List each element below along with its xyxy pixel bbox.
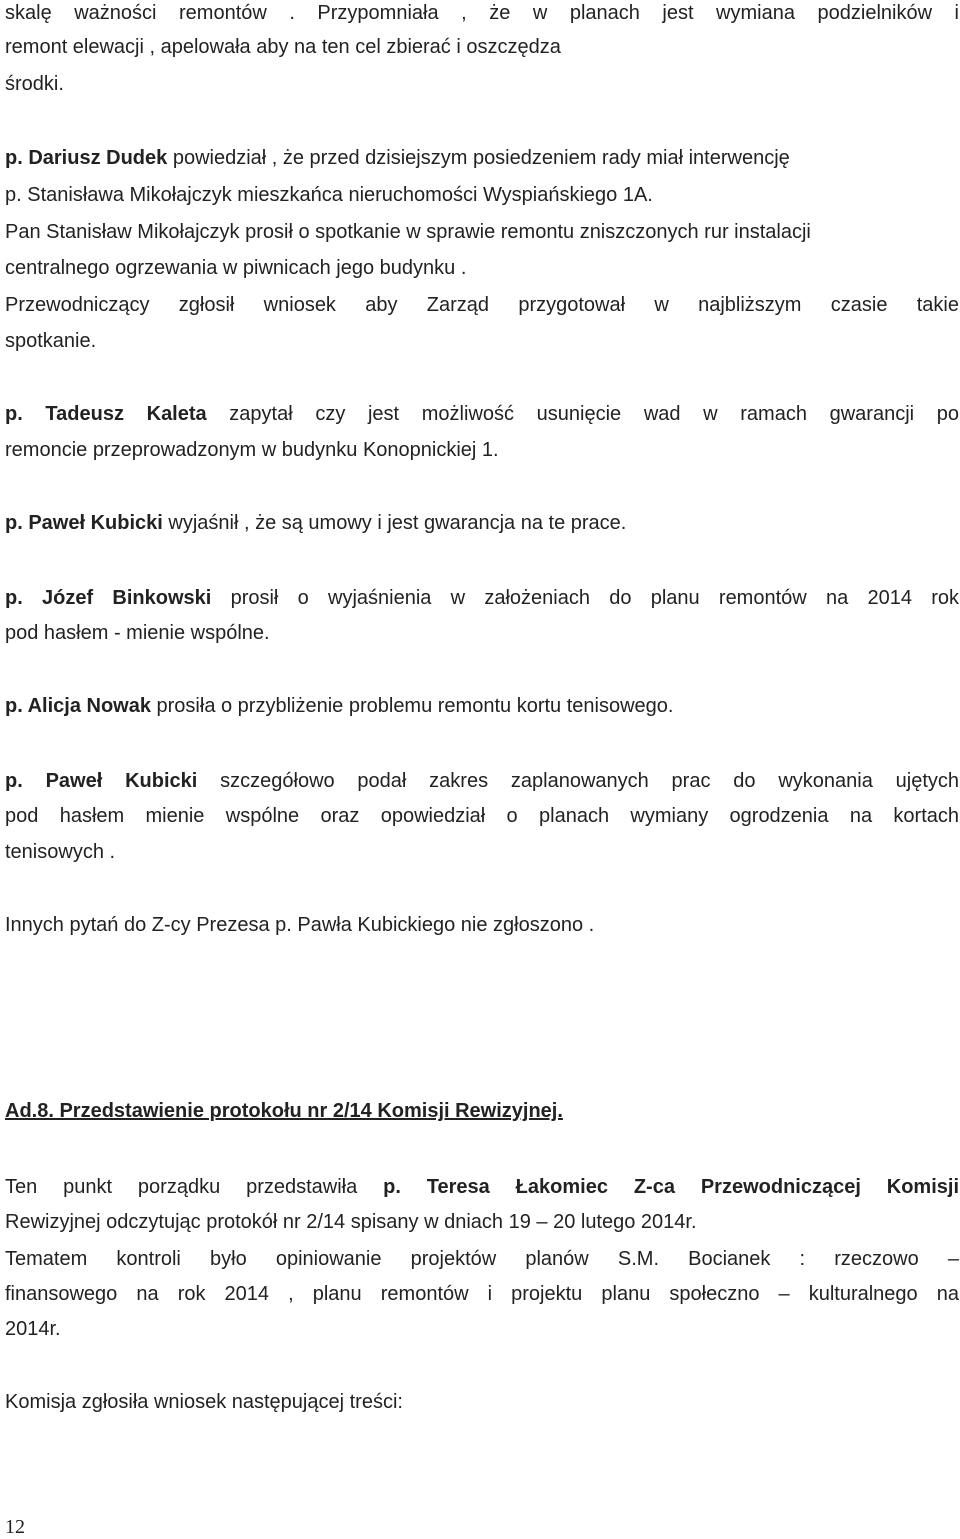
text-line: Pan Stanisław Mikołajczyk prosił o spotkanie w sprawie remontu zniszczonych rur instalacji	[5, 221, 811, 243]
text-line: finansowego na rok 2014 , planu remontów i projektu planu społeczno – kulturalnego na	[5, 1283, 959, 1305]
text-run: prosiła o przybliżenie problemu remontu kortu tenisowego.	[150, 695, 674, 717]
page-number: 12	[5, 1516, 25, 1538]
text-run: wyjaśnił , że są umowy i jest gwarancja na te prace.	[162, 512, 627, 534]
text-line: pod hasłem - mienie wspólne.	[5, 622, 270, 644]
text-line: remoncie przeprowadzonym w budynku Konopnickiej 1.	[5, 439, 499, 461]
text-run: Ten punkt porządku przedstawiła	[5, 1176, 384, 1198]
text-line	[5, 511, 626, 535]
text-line	[5, 694, 673, 718]
speaker-name: p. Teresa Łakomiec Z-ca Przewodniczącej Komisji	[383, 1176, 960, 1198]
text-line: Innych pytań do Z-cy Prezesa p. Pawła Kubickiego nie zgłoszono .	[5, 914, 595, 936]
text-line: pod hasłem mienie wspólne oraz opowiedział o planach wymiany ogrodzenia na kortach	[5, 805, 959, 827]
text-run: prosił o wyjaśnienia w założeniach do planu remontów na 2014 rok	[211, 587, 959, 609]
speaker-name: p. Dariusz Dudek	[5, 147, 168, 169]
text-line: centralnego ogrzewania w piwnicach jego budynku .	[5, 257, 467, 279]
text-line: tenisowych .	[5, 841, 116, 863]
text-line: 2014r.	[5, 1318, 61, 1340]
text-line: Komisja zgłosiła wniosek następującej treści:	[5, 1391, 403, 1413]
text-line	[5, 586, 959, 610]
text-run: szczegółowo podał zakres zaplanowanych prac do wykonania ujętych	[197, 770, 959, 792]
text-line	[5, 769, 959, 793]
section-heading: Ad.8. Przedstawienie protokołu nr 2/14 Komisji Rewizyjnej.	[5, 1100, 563, 1122]
speaker-name: p. Paweł Kubicki	[5, 770, 198, 792]
text-line: p. Stanisława Mikołajczyk mieszkańca nieruchomości Wyspiańskiego 1A.	[5, 184, 653, 206]
text-line: środki.	[5, 73, 64, 95]
text-line: spotkanie.	[5, 330, 97, 352]
text-line	[5, 402, 959, 426]
text-line: Tematem kontroli było opiniowanie projektów planów S.M. Bocianek : rzeczowo –	[5, 1248, 959, 1270]
speaker-name: p. Alicja Nowak	[5, 695, 151, 717]
text-line: remont elewacji , apelowała aby na ten cel zbierać i oszczędza	[5, 36, 561, 58]
text-line: skalę ważności remontów . Przypomniała , że w planach jest wymiana podzielników i	[5, 2, 959, 24]
text-line	[5, 146, 790, 170]
text-run: powiedział , że przed dzisiejszym posiedzeniem rady miał interwencję	[167, 147, 790, 169]
text-line	[5, 1175, 959, 1199]
text-run: zapytał czy jest możliwość usunięcie wad w ramach gwarancji po	[206, 403, 959, 425]
text-line: Rewizyjnej odczytując protokół nr 2/14 spisany w dniach 19 – 20 lutego 2014r.	[5, 1211, 697, 1233]
speaker-name: p. Paweł Kubicki	[5, 512, 163, 534]
text-line: Przewodniczący zgłosił wniosek aby Zarząd przygotował w najbliższym czasie takie	[5, 294, 959, 316]
speaker-name: p. Józef Binkowski	[5, 587, 212, 609]
speaker-name: p. Tadeusz Kaleta	[5, 403, 207, 425]
